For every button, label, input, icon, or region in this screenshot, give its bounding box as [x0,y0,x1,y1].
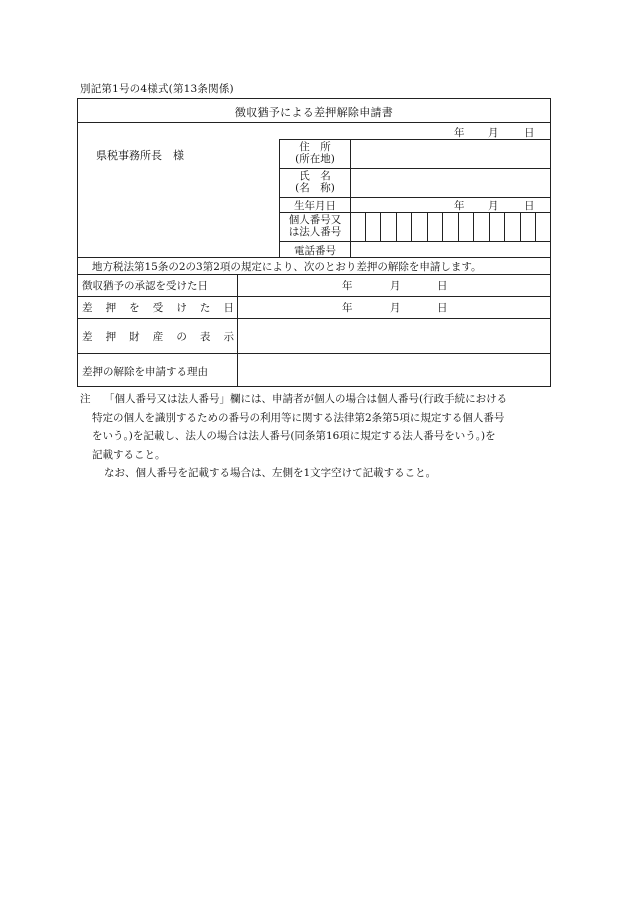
seizure-row-divider [77,318,551,319]
name-label: 氏 名 (名 称) [295,170,335,195]
birth-day-label: 日 [524,200,535,212]
release-reason-label: 差押の解除を申請する理由 [82,366,208,378]
form-number-label: 別記第1号の4様式(第13条関係) [80,83,234,95]
birth-month-label: 月 [488,200,499,212]
date-divider [279,139,551,140]
title-divider [77,122,551,123]
seizure-date-label: 差 押 を 受 け た 日 [82,302,234,314]
approval-date-label: 徴収猶予の承認を受けた日 [82,280,208,292]
seizure-year-label: 年 [342,302,353,314]
form-title: 徴収猶予による差押解除申請書 [234,106,394,119]
seizure-day-label: 日 [437,302,448,314]
id-number-divider [279,241,551,242]
approval-year-label: 年 [342,280,353,292]
address-label: 住 所 (所在地) [295,141,335,166]
note-line-1: 「個人番号又は法人番号」欄には、申請者が個人の場合は個人番号(行政手続における [104,393,508,405]
seized-property-label: 差 押 財 産 の 表 示 [82,331,234,343]
date-year-label: 年 [454,127,465,139]
birth-year-label: 年 [454,200,465,212]
note-line-5: なお、個人番号を記載する場合は、左側を1文字空けて記載すること。 [104,467,437,479]
date-month-label: 月 [488,127,499,139]
property-row-divider [77,353,551,354]
seizure-month-label: 月 [390,302,401,314]
date-day-label: 日 [524,127,535,139]
id-number-label: 個人番号又 は法人番号 [288,214,342,239]
note-line-4: 記載すること。 [92,448,166,461]
approval-day-label: 日 [437,280,448,292]
statement-text: 地方税法第15条の2の3第2項の規定により、次のとおり差押の解除を申請します。 [92,261,482,273]
applicant-column-divider [350,139,351,257]
approval-month-label: 月 [390,280,401,292]
address-divider [279,168,551,169]
statement-divider [77,274,551,275]
addressee: 県税事務所長 様 [96,149,184,162]
approval-row-divider [77,296,551,297]
note-line-3: をいう。)を記載し、法人の場合は法人番号(同条第16項に規定する法人番号をいう。)を [92,430,496,442]
note-line-2: 特定の個人を識別するための番号の利用等に関する法律第2条第5項に規定する個人番号 [92,411,505,424]
phone-label: 電話番号 [294,245,336,257]
item-column-divider [237,274,238,387]
birth-date-label: 生年月日 [294,200,336,212]
note-marker: 注 [80,393,91,405]
